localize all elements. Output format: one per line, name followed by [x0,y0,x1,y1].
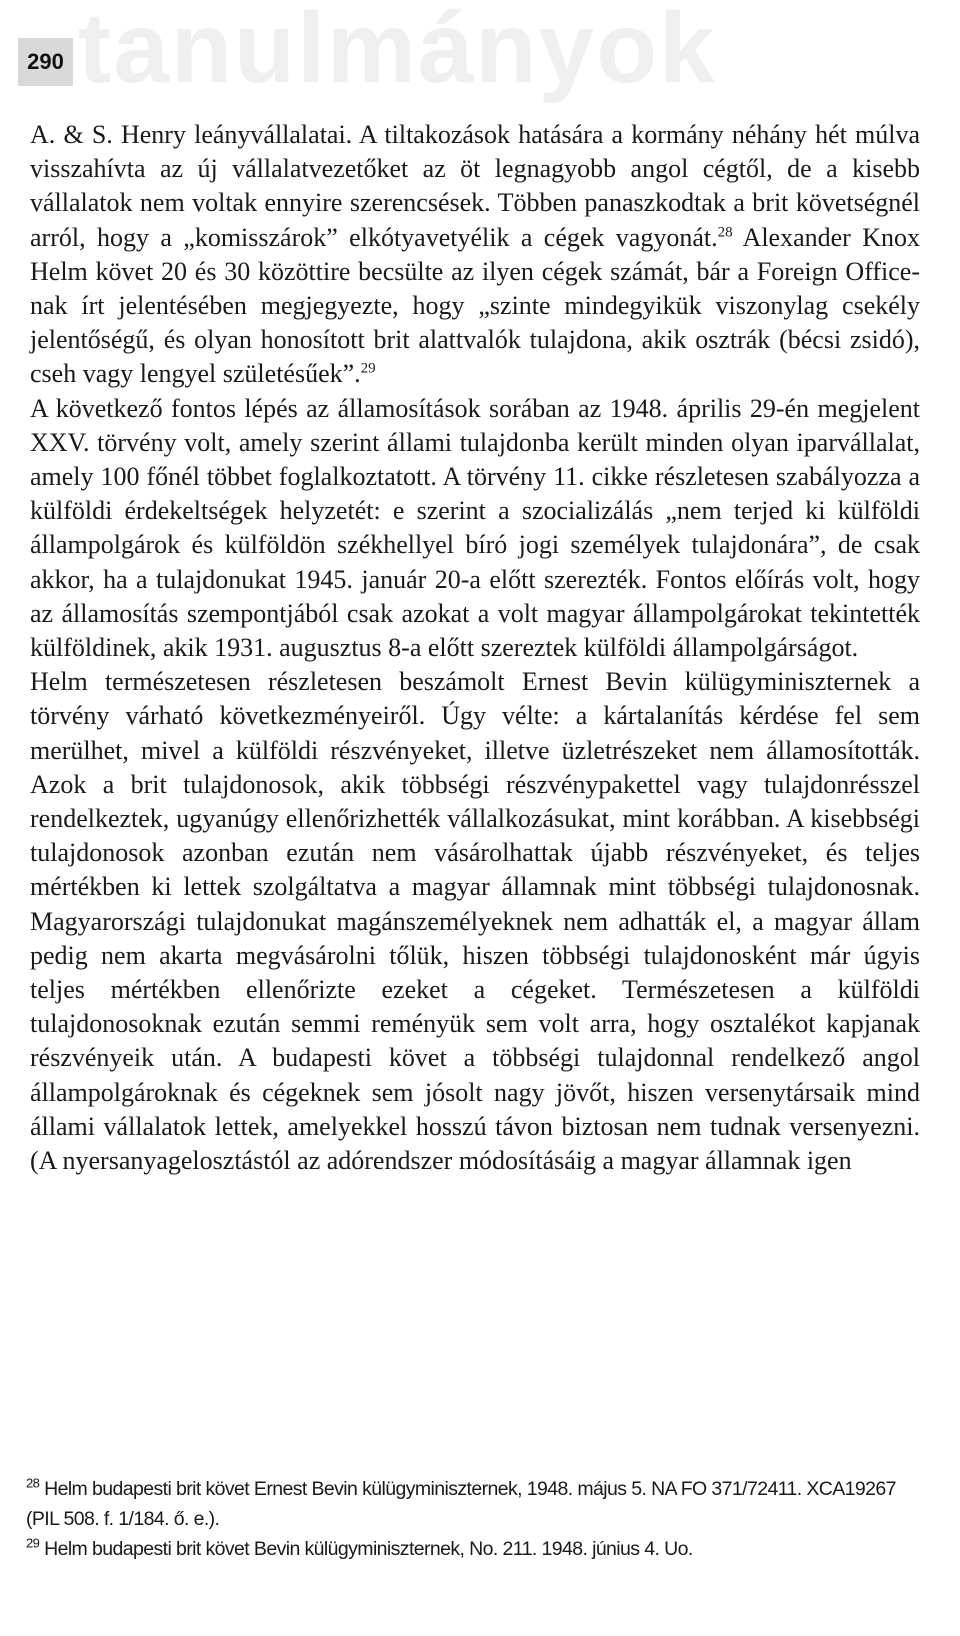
paragraph-1-part-a: A. & S. Henry leányvállalatai. A tiltakozások hatására a kormány néhány hét múlva visszahívta az új vállalatvezetőket az öt legnagyobb angol cégtől, de a kisebb vállalatok nem voltak ennyire szerencsések. Többen panaszkodtak a brit követségnél arról, hogy a „komisszárok” elkótyavetyélik a cégek vagyonát. [30,120,920,252]
section-title: tanulmányok [78,0,717,104]
footnote-29 [26,1534,926,1564]
paragraph-2: A következő fontos lépés az államosítások sorában az 1948. április 29-én megjelent XXV. törvény volt, amely szerint állami tulajdonba került minden olyan iparvállalat, amely 100 főnél többet foglalkoztatott. A törvény 11. cikke részletesen szabályozza a külföldi érdekeltségek helyzetét: e szerint a szocializálás „nem terjed ki külföldi állampolgárok és külföldön székhellyel bíró jogi személyek tulajdonára”, de csak akkor, ha a tulajdonukat 1945. január 20-a előtt szerezték. Fontos előírás volt, hogy az államosítás szempontjából csak azokat a volt magyar állampolgárokat tekintették külföldinek, akik 1931. augusztus 8-a előtt szereztek külföldi állampolgárságot. [30,393,920,663]
page-number: 290 [18,38,73,86]
footnotes [26,1474,926,1564]
footnote-ref-29: 29 [360,360,376,377]
footnote-text: Helm budapesti brit követ Bevin külügyminiszternek, No. 211. 1948. június 4. Uo. [44,1538,693,1560]
page-header [0,0,960,120]
footnote-28 [26,1474,926,1534]
footnote-number: 29 [26,1535,40,1551]
article-body [30,118,920,1178]
footnote-text: Helm budapesti brit követ Ernest Bevin külügyminiszternek, 1948. május 5. NA FO 371/72411. XCA19267 (PIL 508. f. 1/184. ő. e.). [26,1478,896,1530]
paragraph-3: Helm természetesen részletesen beszámolt Ernest Bevin külügyminiszternek a törvény várható következményeiről. Úgy vélte: a kártalanítás kérdése fel sem merülhet, mivel a külföldi részvényeket, illetve üzletrészeket nem államosították. Azok a brit tulajdonosok, akik többségi részvénypakettel vagy tulajdonrésszel rendelkeztek, ugyanúgy ellenőrizhették vállalkozásukat, mint korábban. A kisebbségi tulajdonosok azonban ezután nem vásárolhattak újabb részvényeket, és teljes mértékben ki lettek szolgáltatva a magyar államnak mint többségi tulajdonosnak. Magyarországi tulajdonukat magánszemélyeknek nem adhatták el, a magyar állam pedig nem akarta megvásárolni tőlük, hiszen többségi tulajdonosként már úgyis teljes mértékben ellenőrizte ezeket a cégeket. Természetesen a külföldi tulajdonosoknak ezután semmi reményük sem volt arra, hogy osztalékot kapjanak részvényeik után. A budapesti követ a többségi tulajdonnal rendelkező angol állampolgároknak és cégeknek sem jósolt nagy jövőt, hiszen versenytársaik mind állami vállalatok lettek, amelyekkel hosszú távon biztosan nem tudnak versenyezni. (A nyersanyagelosztástól az adórendszer módosításáig a magyar államnak igen [30,667,920,1176]
paragraph-1-part-b: Alexander Knox Helm követ 20 és 30 közöttire becsülte az ilyen cégek számát, bár a Foreign Office-nak írt jelentésében megjegyezte, hogy „szinte mindegyikük viszonylag csekély jelentőségű, és olyan honosított brit alattvalók tulajdona, akik osztrák (bécsi zsidó), cseh vagy lengyel születésűek”. [30,222,920,389]
footnote-number: 28 [26,1475,40,1491]
paragraph-1 [30,118,920,392]
footnote-ref-28: 28 [717,223,733,240]
